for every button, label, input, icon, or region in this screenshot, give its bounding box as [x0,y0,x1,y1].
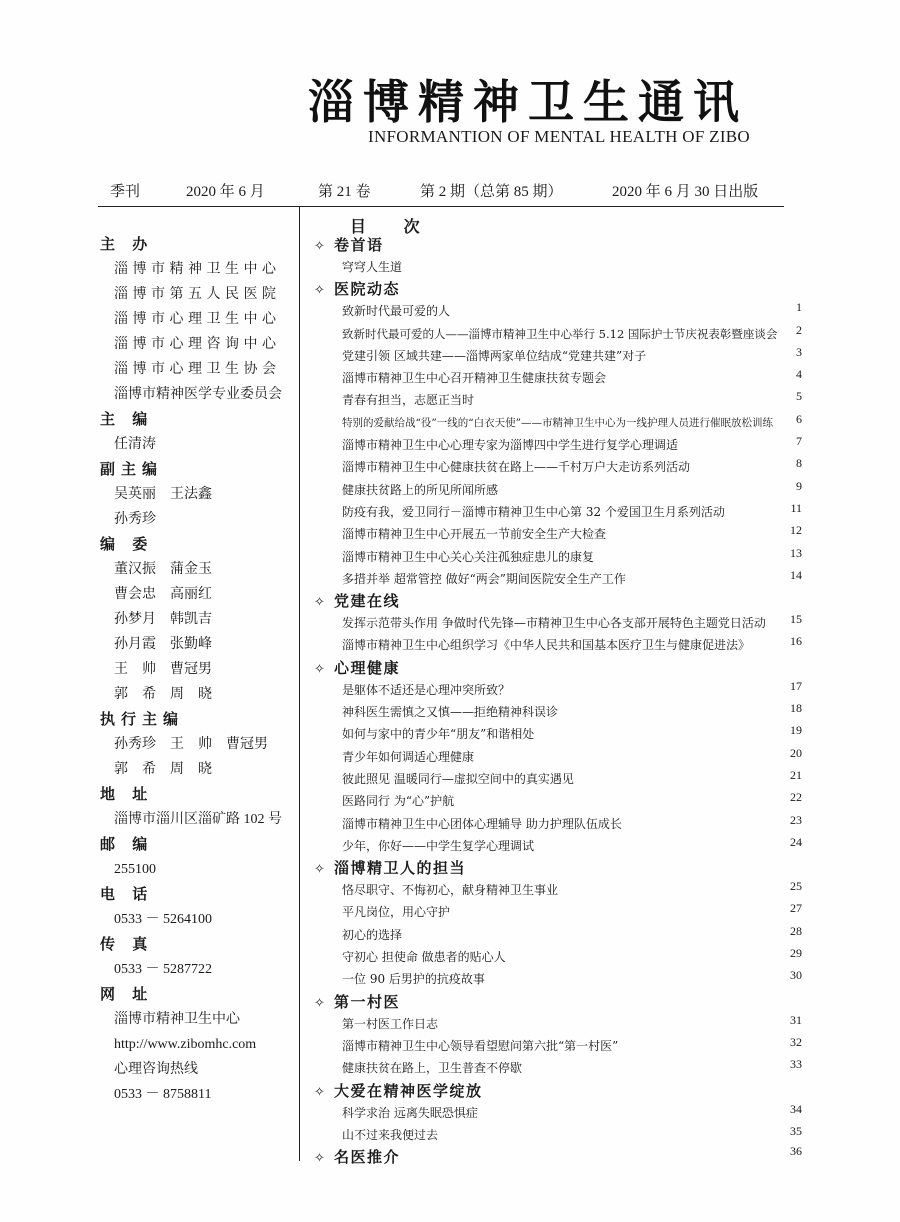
toc-section-label: 医院动态 [334,280,401,299]
toc-entry[interactable] [314,634,808,656]
toc-entry-title: 穹穹人生道 [342,260,403,274]
toc-entry-title: 党建引领 区域共建——淄博两家单位结成“党建共建”对子 [342,348,647,363]
masthead-column [100,232,290,1107]
toc-entry-title: 致新时代最可爱的人——淄博市精神卫生中心举行 5.12 国际护士节庆祝表彰暨座谈会 [342,326,778,341]
toc-entry[interactable] [314,1102,808,1124]
masthead-value: 淄博市心理咨询中心 [114,337,281,352]
masthead-label: 邮 编 [100,835,154,853]
issue-month: 2020 年 6 月 [186,184,265,200]
toc-entry-title: 一位 90 后男护的抗疫故事 [342,972,485,987]
toc-page-number: 19 [790,723,802,738]
toc-entry[interactable] [314,456,808,478]
toc-entry-title: 发挥示范带头作用 争做时代先锋—市精神卫生中心各支部开展特色主题党日活动 [342,616,766,631]
toc-entry[interactable] [314,924,808,946]
toc-entry[interactable] [314,813,808,835]
toc-entry[interactable] [314,1057,808,1079]
toc-entry-title: 淄博市精神卫生中心组织学习《中华人民共和国基本医疗卫生与健康促进法》 [342,638,751,653]
toc-entry-title: 淄博市精神卫生中心召开精神卫生健康扶贫专题会 [342,371,607,386]
toc-entry[interactable] [314,790,808,812]
toc-section-heading [314,590,808,612]
toc-page-number: 8 [796,456,802,471]
toc-section-label: 大爱在精神医学绽放 [334,1081,483,1100]
masthead-value: 孙秀珍 [114,512,156,527]
toc-section-label: 心理健康 [334,658,401,677]
masthead-value: 淄博市淄川区淄矿路 102 号 [114,812,282,827]
toc-section-heading [314,278,808,300]
toc-entry[interactable] [314,968,808,990]
toc-entry-title: 初心的选择 [342,927,403,942]
toc-page-number: 23 [790,812,802,827]
toc-page-number: 17 [790,678,802,693]
masthead-value: 曹会忠 高丽红 [114,587,212,602]
masthead-value: 淄博市心理卫生中心 [114,312,281,327]
toc-entry[interactable] [314,523,808,545]
toc-page-number: 9 [796,478,802,493]
masthead-value: 淄博市精神卫生中心 [114,1012,240,1027]
journal-title-english: INFORMANTION OF MENTAL HEALTH OF ZIBO [368,127,751,146]
masthead-value: 淄博市精神卫生中心 [114,262,281,277]
toc-entry[interactable] [314,323,808,345]
toc-page-number: 34 [790,1101,802,1116]
toc-entry[interactable] [314,345,808,367]
masthead-label: 电 话 [100,885,154,903]
toc-page-number: 1 [796,300,802,315]
toc-entry[interactable] [314,746,808,768]
toc-entry-title: 健康扶贫路上的所见所闻所感 [342,482,499,497]
diamond-star-icon: ✧ [314,1151,325,1167]
toc-entry[interactable] [314,479,808,501]
toc-entry[interactable] [314,612,808,634]
toc-page-number: 14 [790,567,802,582]
masthead-value: 淄博市精神医学专业委员会 [114,387,282,402]
masthead-value: 任清涛 [114,437,156,452]
toc-entry-title: 神科医生需慎之又慎——拒绝精神科误诊 [342,705,559,720]
toc-entry-title: 第一村医工作日志 [342,1016,439,1031]
masthead-value: 0533 － 5287722 [114,962,212,977]
masthead-label: 传 真 [100,935,154,953]
toc-entry-title: 致新时代最可爱的人 [342,304,451,319]
toc-page-number: 3 [796,344,802,359]
masthead-label: 网 址 [100,985,154,1003]
toc-page-number: 31 [790,1012,802,1027]
toc-section-heading [314,1080,808,1102]
issue-volume: 第 21 卷 [318,184,371,200]
masthead-label: 副主编 [100,460,164,478]
toc-entry-title: 淄博市精神卫生中心领导看望慰问第六批“第一村医” [342,1038,619,1053]
masthead-value: 心理咨询热线 [114,1062,198,1077]
diamond-star-icon: ✧ [314,239,325,254]
masthead-value: 董汉振 蒲金玉 [114,562,212,577]
toc-entry[interactable] [314,946,808,968]
toc-section-heading [314,857,808,879]
diamond-star-icon: ✧ [314,1084,325,1100]
toc-entry[interactable] [314,389,808,411]
toc-page-number: 4 [796,367,802,382]
toc-entry[interactable] [314,723,808,745]
masthead-value: 淄博市心理卫生协会 [114,362,281,377]
toc-entry[interactable] [314,300,808,322]
toc-entry-title: 淄博市精神卫生中心团体心理辅导 助力护理队伍成长 [342,816,622,831]
toc-entry[interactable] [314,256,808,278]
toc-title: 目 次 [350,217,436,236]
toc-entry-title: 守初心 担使命 做患者的贴心人 [342,950,506,965]
toc-entry[interactable] [314,412,808,434]
toc-entry-title: 淄博市精神卫生中心关心关注孤独症患儿的康复 [342,549,595,564]
masthead-label: 执行主编 [100,710,185,728]
toc-entry[interactable] [314,1013,808,1035]
toc-entry-title: 平凡岗位，用心守护 [342,905,451,920]
toc-entry-title: 彼此照见 温暖同行—虚拟空间中的真实遇见 [342,771,574,786]
toc-page-number: 28 [790,923,802,938]
diamond-star-icon: ✧ [314,595,325,611]
diamond-star-icon: ✧ [314,862,325,878]
issue-number: 第 2 期（总第 85 期） [420,184,563,200]
toc-section-label: 卷首语 [334,236,384,254]
masthead-value: 郭 希 周 晓 [114,687,212,702]
toc-page-number: 35 [790,1123,802,1138]
toc-entry-title: 青春有担当，志愿正当时 [342,393,475,408]
toc-entry[interactable] [314,679,808,701]
toc-page-number: 29 [790,946,802,961]
toc-entry-title: 恪尽职守、不悔初心，献身精神卫生事业 [342,883,559,898]
toc-section-heading [314,234,808,256]
journal-title: 淄博精神卫生通讯 [308,75,748,129]
masthead-value: 吴英丽 王法鑫 [114,487,212,502]
diamond-star-icon: ✧ [314,995,325,1011]
masthead-value: 孙梦月 韩凯吉 [114,612,212,627]
toc-page-number: 16 [790,634,802,649]
masthead-value: 王 帅 曹冠男 [114,662,212,677]
masthead-label: 主 编 [100,410,154,428]
masthead-label: 地 址 [100,785,154,803]
toc-entry[interactable] [314,1124,808,1146]
toc-entry[interactable] [314,1035,808,1057]
toc-section-label: 第一村医 [334,992,401,1011]
toc-entry[interactable] [314,835,808,857]
issue-frequency: 季刊 [110,184,141,200]
toc-page-number: 21 [790,767,802,782]
header-divider [98,206,784,207]
toc-entry-title: 淄博市精神卫生中心健康扶贫在路上——千村万户大走访系列活动 [342,460,691,475]
toc-entry-title: 健康扶贫在路上，卫生普查不停歇 [342,1061,523,1076]
masthead-label: 编 委 [100,535,154,553]
masthead-label: 主 办 [100,235,154,253]
toc-entry[interactable] [314,367,808,389]
table-of-contents [314,234,808,1168]
masthead-value: 0533 － 8758811 [114,1087,212,1102]
toc-section-label: 党建在线 [334,592,401,611]
toc-entry-title: 山不过来我便过去 [342,1127,439,1142]
toc-page-number: 33 [790,1057,802,1072]
masthead-value: http://www.zibomhc.com [114,1037,257,1052]
toc-page-number: 30 [790,968,802,983]
toc-entry[interactable] [314,901,808,923]
toc-entry-title: 青少年如何调适心理健康 [342,749,475,764]
toc-entry-title: 如何与家中的青少年“朋友”和谐相处 [342,727,535,742]
toc-entry-title: 科学求治 远离失眠恐惧症 [342,1105,478,1120]
toc-section-label: 名医推介 [334,1148,401,1167]
toc-page-number: 6 [796,411,802,426]
toc-page-number: 18 [790,701,802,716]
toc-entry-title: 淄博市精神卫生中心心理专家为淄博四中学生进行复学心理调适 [342,438,679,453]
toc-entry-title: 防疫有我，爱卫同行－淄博市精神卫生中心第 32 个爱国卫生月系列活动 [342,504,725,519]
toc-entry[interactable] [314,434,808,456]
toc-page-number: 27 [790,901,802,916]
toc-page-number: 36 [790,1144,802,1159]
column-divider [299,206,300,1161]
masthead-value: 0533 － 5264100 [114,912,212,927]
toc-section-label: 淄博精卫人的担当 [334,859,467,878]
masthead-value: 郭 希 周 晓 [114,762,212,777]
toc-entry-title: 多措并举 超常管控 做好“两会”期间医院安全生产工作 [342,571,626,586]
toc-entry-title: 是躯体不适还是心理冲突所致？ [342,682,511,697]
toc-entry[interactable] [314,501,808,523]
diamond-star-icon: ✧ [314,661,325,677]
toc-page-number: 32 [790,1034,802,1049]
issue-publish-date: 2020 年 6 月 30 日出版 [612,184,759,200]
toc-section-heading [314,1146,808,1168]
toc-entry-title: 淄博市精神卫生中心开展五一节前安全生产大检查 [342,527,607,542]
toc-entry[interactable] [314,546,808,568]
toc-entry[interactable] [314,568,808,590]
toc-page-number: 20 [790,745,802,760]
toc-page-number: 12 [790,523,802,538]
diamond-star-icon: ✧ [314,283,325,299]
toc-entry-title: 少年，你好——中学生复学心理调试 [342,838,535,853]
masthead-value: 淄博市第五人民医院 [114,287,281,302]
toc-page-number: 25 [790,879,802,894]
toc-entry[interactable] [314,879,808,901]
toc-entry[interactable] [314,701,808,723]
masthead-value: 孙月霞 张勤峰 [114,637,212,652]
masthead-value: 孙秀珍 王 帅 曹冠男 [114,737,268,752]
toc-page-number: 22 [790,790,802,805]
toc-page-number: 7 [796,434,802,449]
toc-page-number: 2 [796,322,802,337]
toc-page-number: 15 [790,612,802,627]
toc-page-number: 5 [796,389,802,404]
toc-section-heading [314,657,808,679]
toc-page-number: 13 [790,545,802,560]
toc-section-heading [314,991,808,1013]
toc-page-number: 11 [790,500,802,515]
masthead-value: 255100 [114,862,156,877]
toc-entry[interactable] [314,768,808,790]
toc-entry-title: 特别的爱献给战“役”一线的“白衣天使”——市精神卫生中心为一线护理人员进行催眠放松训练 [342,416,773,429]
toc-entry-title: 医路同行 为“心”护航 [342,794,455,809]
toc-page-number: 24 [790,834,802,849]
